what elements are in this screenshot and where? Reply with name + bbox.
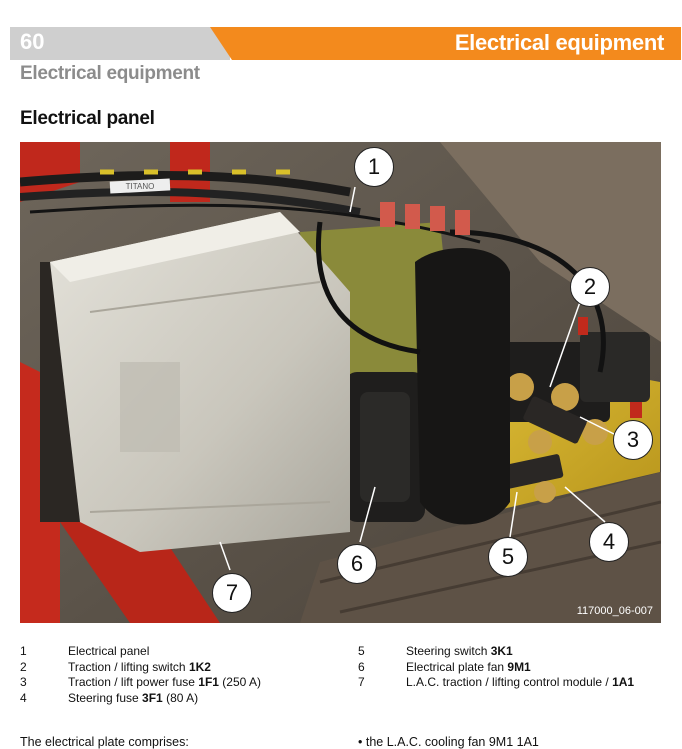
callout-6: 6 [337,544,377,584]
photo-caption: 117000_06-007 [576,605,653,617]
page-number: 60 [20,29,45,54]
legend-right [358,644,634,691]
legend-left [20,644,261,706]
legend-item: 2 Traction / lifting switch 1K2 [20,659,211,674]
callout-2: 2 [570,267,610,307]
callout-7: 7 [212,573,252,613]
body-text-right: • the L.A.C. cooling fan 9M1 1A1 [358,735,539,749]
legend-item: 7 L.A.C. traction / lifting control module / 1A1 [358,675,635,689]
callout-5: 5 [488,537,528,577]
callout-3: 3 [613,420,653,460]
section-title: Electrical panel [20,108,155,129]
callout-1: 1 [354,147,394,187]
electrical-panel-photo [20,142,661,623]
sticker-text: TITANO [125,182,155,191]
legend-item: 4 Steering fuse 3F1 (80 A) [20,690,199,705]
chapter-title: Electrical equipment [454,30,664,55]
legend-item: 1 Electrical panel [20,644,150,658]
callout-4: 4 [589,522,629,562]
legend-item: 3 Traction / lift power fuse 1F1 (250 A) [20,675,261,689]
body-text-left: The electrical plate comprises: [20,735,189,749]
section-subheader: Electrical equipment [20,63,200,84]
legend-item: 5 Steering switch 3K1 [358,644,513,658]
legend-item: 6 Electrical plate fan 9M1 [358,659,531,674]
